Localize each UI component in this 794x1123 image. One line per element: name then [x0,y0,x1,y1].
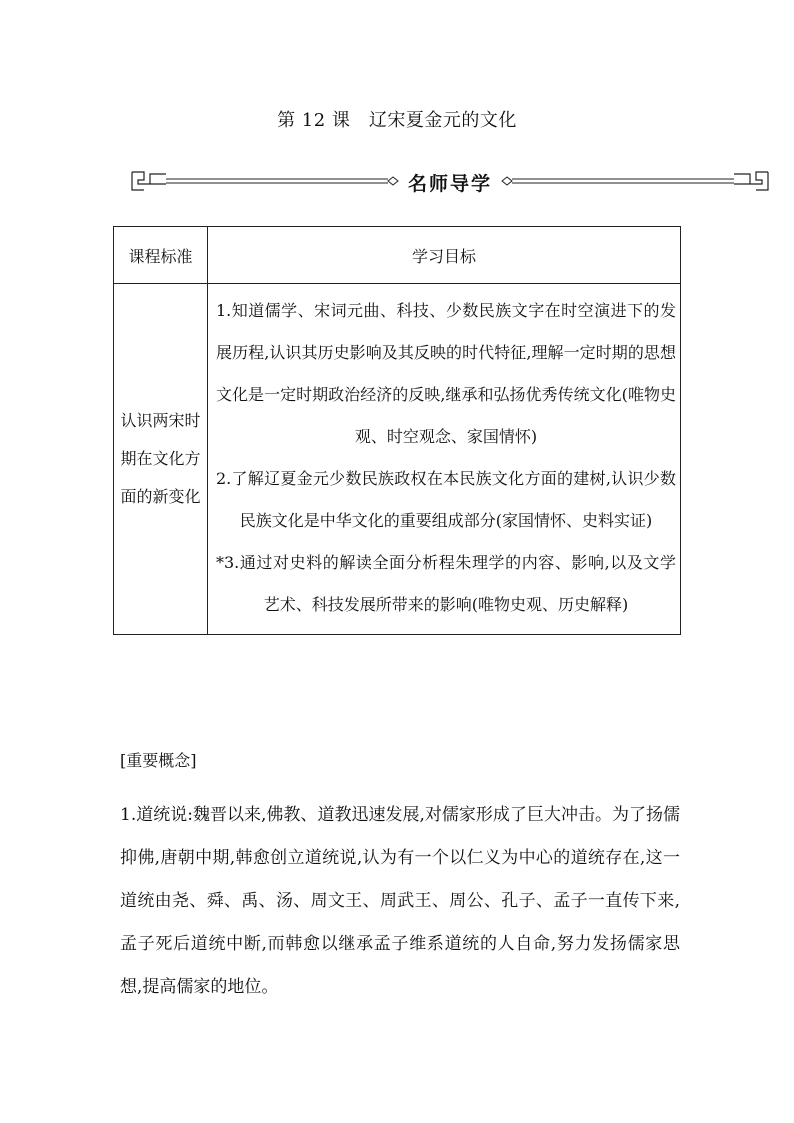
header-standard: 课程标准 [114,227,208,284]
concept-paragraph-1: 1.道统说:魏晋以来,佛教、道教迅速发展,对儒家形成了巨大冲击。为了扬儒抑佛,唐朝中期,韩愈创立道统说,认为有一个以仁义为中心的道统存在,这一道统由尧、舜、禹、汤、周文王、周武王、周公、孔子、孟子一直传下来,孟子死后道统中断,而韩愈以继承孟子维系道统的人自命,努力发扬儒家思想,提高儒家的地位。 [120,805,680,997]
concepts-label: [重要概念] [120,751,197,770]
section-banner [130,166,770,196]
goal-item-2: 2.了解辽夏金元少数民族政权在本民族文化方面的建树,认识少数民族文化是中华文化的重要组成部分(家国情怀、史料实证) [216,469,676,530]
table-row [114,284,681,635]
goal-item-3: *3.通过对史料的解读全面分析程朱理学的内容、影响,以及文学艺术、科技发展所带来的影响(唯物史观、历史解释) [216,553,676,614]
goals-table [113,226,681,635]
goals-cell [208,284,681,635]
table-header-row [114,227,681,284]
standard-cell: 认识两宋时期在文化方面的新变化 [114,284,208,635]
banner-label: 名师导学 [407,173,492,195]
header-goals: 学习目标 [208,227,681,284]
goal-item-1: 1.知道儒学、宋词元曲、科技、少数民族文字在时空演进下的发展历程,认识其历史影响及其反映的时代特征,理解一定时期的思想文化是一定时期政治经济的反映,继承和弘扬优秀传统文化(唯物史观、时空观念、家国情怀) [216,301,676,446]
page-title: 第 12 课 辽宋夏金元的文化 [277,110,517,131]
